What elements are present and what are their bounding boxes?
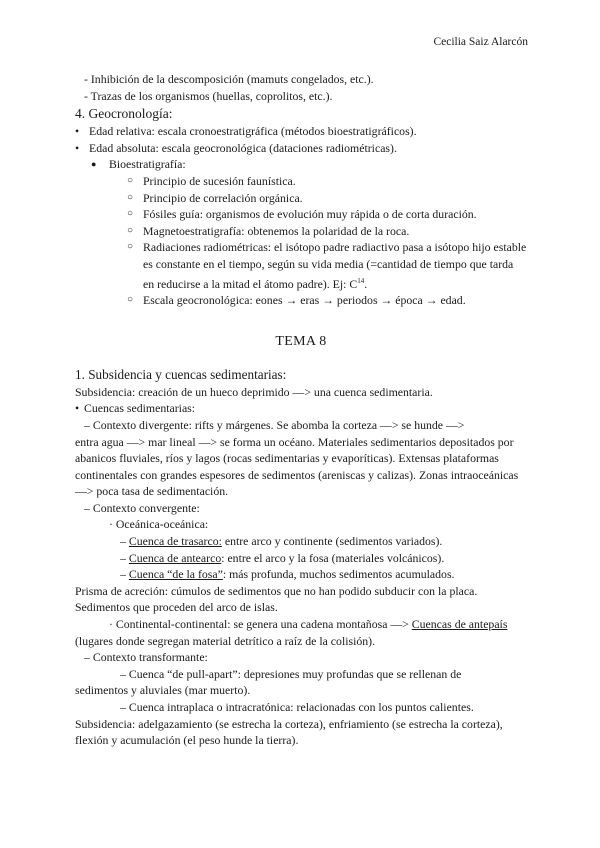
bullet-icon: • <box>75 124 80 139</box>
list-item: – Contexto transformante: <box>84 650 208 665</box>
page-title: TEMA 8 <box>275 333 327 349</box>
list-item: · Oceánica-oceánica: <box>109 517 209 532</box>
bullet-text: Edad relativa: escala cronoestratigráfica (métodos bioestratigráficos). <box>89 124 417 139</box>
circle-text: Escala geocronológica: eones → eras → periodos → época → edad. <box>143 293 466 308</box>
bullet-text: Edad absoluta: escala geocronológica (dataciones radiométricas). <box>89 140 397 155</box>
cuencas-antepais-term: Cuencas de antepaís <box>411 617 508 632</box>
bullet-item <box>75 400 527 417</box>
list-item: – Cuenca “de pull-apart”: depresiones muy profundas que se rellenan de <box>120 666 462 681</box>
cuenca-antearco-term: Cuenca de antearco <box>128 550 222 565</box>
circle-bullet-icon: ○ <box>127 294 134 306</box>
circle-bullet-icon: ○ <box>127 208 134 220</box>
author-header: Cecilia Saiz Alarcón <box>433 36 528 48</box>
list-item: – Contexto convergente: <box>84 500 200 515</box>
circle-bullet-icon: ○ <box>127 224 134 236</box>
cuenca-trasarco-term: Cuenca de trasarco: <box>128 534 222 549</box>
list-item: – Cuenca intraplaca o intracratónica: relacionadas con los puntos calientes. <box>120 700 474 714</box>
list-item: - Trazas de los organismos (huellas, coprolitos, etc.). <box>84 88 333 103</box>
paragraph: · Continental-continental: se genera una cadena montañosa —> Cuencas de antepaís (lugares donde segregan material detrítico a raíz de la colisión). <box>75 617 508 648</box>
circle-item <box>75 206 527 223</box>
circle-text: Fósiles guía: organismos de evolución muy rápida o de corta duración. <box>143 207 477 222</box>
circle-bullet-icon: ○ <box>127 191 134 203</box>
bullet-item <box>75 123 527 140</box>
list-item: - Inhibición de la descomposición (mamuts congelados, etc.). <box>84 72 374 86</box>
list-item: – Cuenca de antearco: entre el arco y la fosa (materiales volcánicos). <box>120 550 445 565</box>
bullet-item <box>75 140 527 157</box>
paragraph: sedimentos y aluviales (mar muerto). <box>75 683 251 698</box>
bullet-icon: • <box>75 140 80 155</box>
superscript: 14 <box>357 276 365 285</box>
radiometric-text: Radiaciones radiométricas: el isótopo padre radiactivo pasa a isótopo hijo estable es constante en el tiempo, según su vida media (=cantidad de tiempo que tarda en reducirse a la mitad el átomo padre). Ej: $C^{14}$. <box>143 240 527 291</box>
circle-item <box>75 223 527 240</box>
paragraph: entra agua —> mar lineal —> se forma un océano. Materiales sedimentarios depositados por abanicos fluviales, ríos y lagos (rocas sedimentarias y evaporíticas). Extensas plataformas continentales con grandes espesores de sedimentos (areniscas y calizas). Zonas intraoceánicas —> poca tasa de sedimentación. <box>75 434 519 499</box>
paragraph: – Contexto divergente: rifts y márgenes. Se abomba la corteza —> se hunde —> <box>84 417 465 432</box>
bullet-text: Cuencas sedimentarias: <box>84 401 196 416</box>
circle-text: Principio de sucesión faunística. <box>143 173 296 188</box>
circle-item <box>75 239 527 292</box>
circle-item <box>75 292 527 309</box>
cuenca-fosa-term: Cuenca “de la fosa” <box>128 567 223 582</box>
circle-item <box>75 173 527 190</box>
page-content <box>75 71 527 749</box>
bullet-text: Bioestratigrafía: <box>109 157 186 172</box>
paragraph: Subsidencia: creación de un hueco deprimido —> una cuenca sedimentaria. <box>75 384 433 399</box>
circle-bullet-icon: ○ <box>127 241 134 253</box>
section-heading-geocronologia: 4. Geocronología: <box>75 106 173 122</box>
bullet-icon: • <box>75 401 80 416</box>
bullet-icon: ● <box>91 159 97 170</box>
list-item: – Cuenca de trasarco: entre arco y continente (sedimentos variados). <box>120 534 443 549</box>
paragraph: Subsidencia: adelgazamiento (se estrecha la corteza), enfriamiento (se estrecha la corteza), flexión y acumulación (el peso hunde la tierra). <box>75 716 503 748</box>
circle-text: Principio de correlación orgánica. <box>143 190 303 205</box>
circle-bullet-icon: ○ <box>127 174 134 186</box>
paragraph: Prisma de acreción: cúmulos de sedimentos que no han podido subducir con la placa. Sedimentos que proceden del arco de islas. <box>75 583 478 615</box>
bullet-item <box>75 156 527 173</box>
circle-item <box>75 190 527 207</box>
circle-text: Magnetoestratigrafía: obtenemos la polaridad de la roca. <box>143 223 410 238</box>
section-heading-subsidencia: 1. Subsidencia y cuencas sedimentarias: <box>75 366 287 382</box>
list-item: – Cuenca “de la fosa”: más profunda, muchos sedimentos acumulados. <box>120 567 455 582</box>
